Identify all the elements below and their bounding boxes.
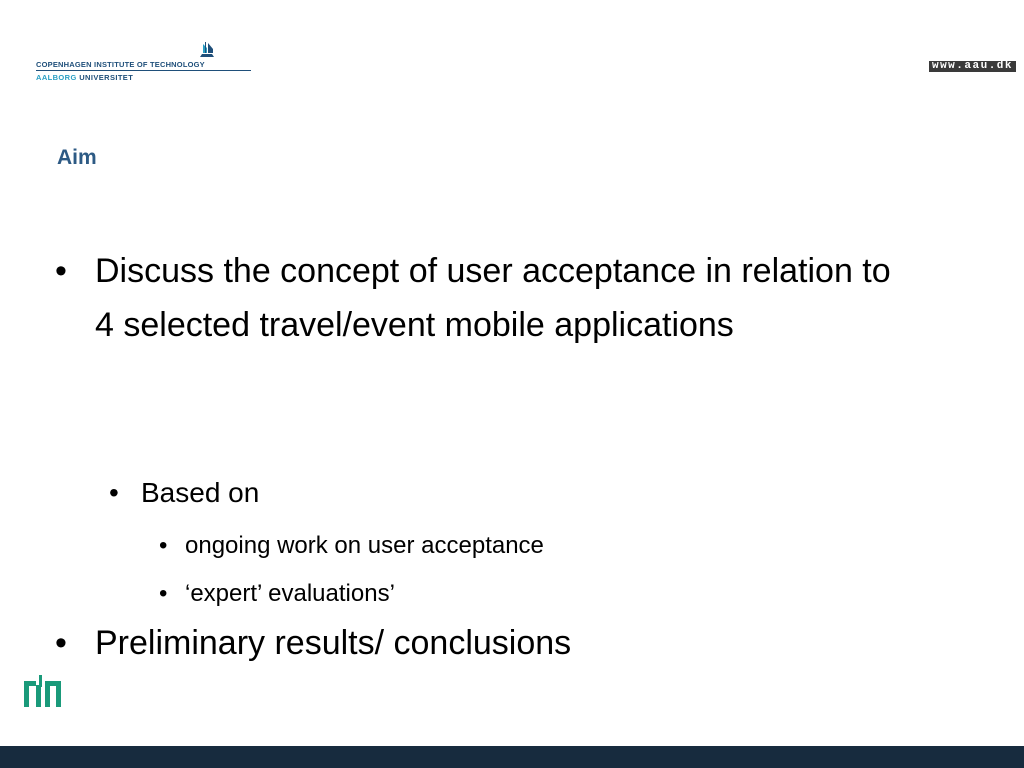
logo-line-university: [36, 73, 133, 82]
ship-icon: [198, 42, 216, 58]
bullet-item-2: [55, 616, 895, 670]
logo-divider: [36, 70, 251, 71]
sub-sub-bullet-text: ongoing work on user acceptance: [185, 532, 544, 559]
bullet-dot-icon: •: [159, 532, 168, 559]
logo-line-institute: COPENHAGEN INSTITUTE OF TECHNOLOGY: [36, 60, 205, 69]
footer-bar: [0, 746, 1024, 768]
website-url: www.aau.dk: [929, 61, 1016, 72]
logo-rest-text: UNIVERSITET: [76, 73, 134, 82]
sub-bullet-item: [109, 476, 260, 510]
sub-sub-bullet-text: ‘expert’ evaluations’: [185, 580, 395, 607]
bullet-text: Discuss the concept of user acceptance in relation to 4 selected travel/event mobile applications: [95, 252, 891, 344]
bullet-dot-icon: •: [55, 624, 67, 662]
bullet-dot-icon: •: [109, 477, 119, 508]
bullet-dot-icon: •: [55, 252, 67, 290]
aau-mark-icon: [23, 675, 63, 709]
bullet-item-1: [55, 244, 895, 352]
sub-bullet-text: Based on: [141, 477, 260, 508]
logo-accent-text: AALBORG: [36, 73, 77, 82]
sub-sub-bullet-item: [159, 531, 544, 561]
slide-title: Aim: [57, 146, 97, 169]
bullet-dot-icon: •: [159, 580, 168, 607]
bullet-text: Preliminary results/ conclusions: [95, 624, 572, 662]
institution-logo: [36, 42, 256, 82]
sub-sub-bullet-item: [159, 579, 395, 609]
